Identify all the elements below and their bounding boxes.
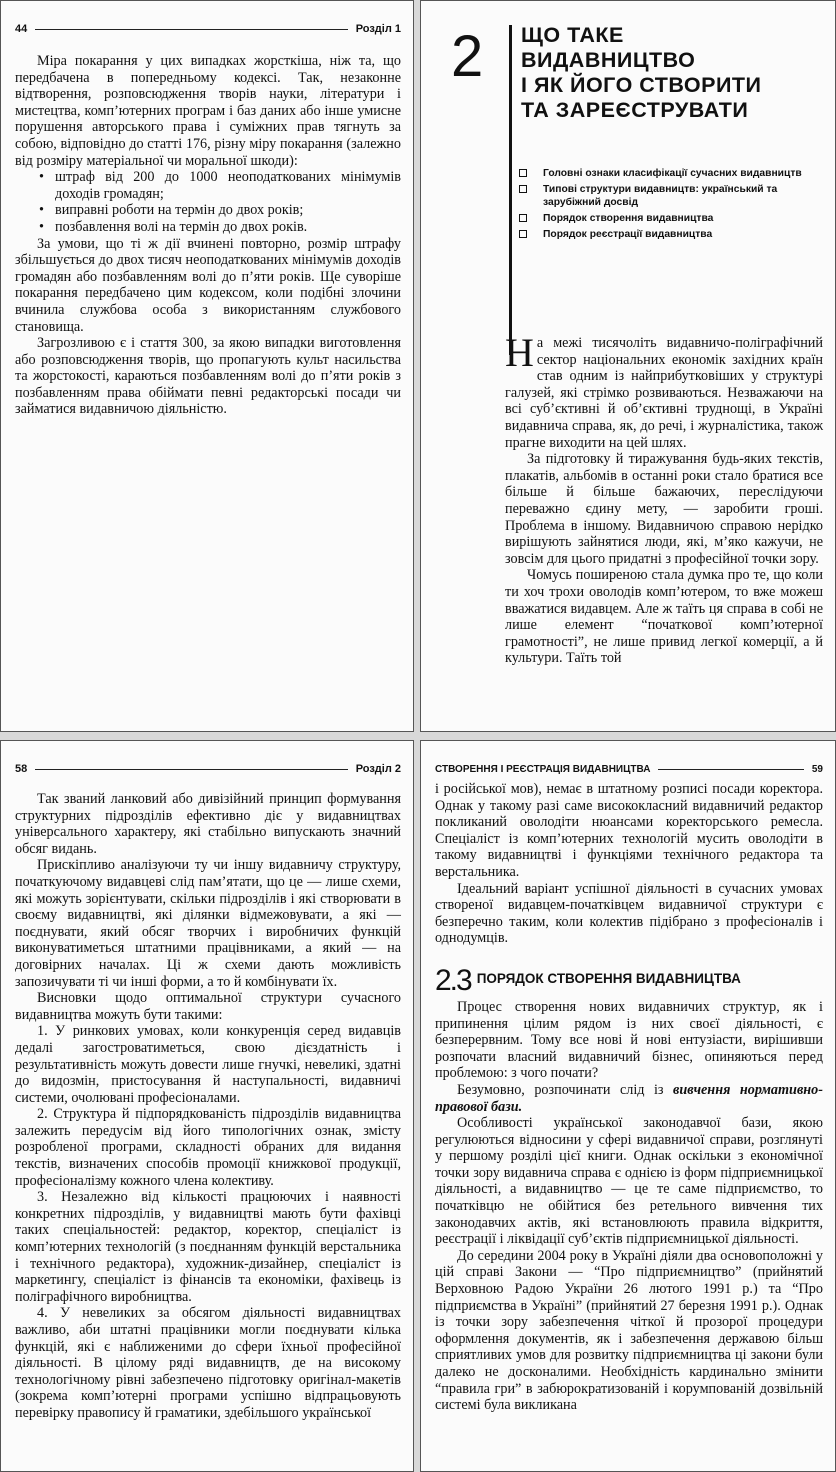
paragraph: Прискіпливо аналізуючи ту чи іншу видавничу структуру, початкуючому видавцеві слід пам’ятати, що це — лише схеми, які можуть зорієнтувати, скільки підрозділів і які створювати в своєму видавництві, які ділянки відмежовувати, а які — поєднувати, який обсяг творчих і виробничих функцій виконуватиметься штатними працівниками, а який — на договірних началах. Ці ж схеми дають можливість запозичувати ті чи інші форми, а то й комбінувати їх. [15,857,401,990]
header-rule [35,769,347,770]
list-item: • штраф від 200 до 1000 неоподаткованих мінімумів доходів громадян; [55,169,401,202]
paragraph: 3. Незалежно від кількості працюючих і наявності конкретних підрозділів, у видавництві мають бути фахівці таких спеціальностей: редактор, коректор, спеціаліст із комп’ютерних технологій (з поєднанням функцій верстальника і технічного редактора), художник-дизайнер, спеціаліст із маркетингу, спеціаліст із фінансів та економіки, фахівець із поліграфічного виробництва. [15,1189,401,1305]
toc-item: Порядок створення видавництва [519,212,819,225]
header-rule [658,769,803,770]
page-body [505,330,823,667]
running-head [435,761,823,777]
paragraph: Так званий ланковий або дивізійний принцип формування структурних підрозділів ефективно діє у видавництвах універсального характеру, які стабільно випускають значний обсяг видань. [15,791,401,857]
paragraph: Процес створення нових видавничих структур, як і припинення цілим рядом із них своєї діяльності, є безперервним. Тому все нові й нові ентузіасти, вирішивши розпочати власний видавничий бізнес, опиняються перед проблемою: з чого почати? [435,998,823,1082]
paragraph: Особливості української законодавчої бази, якою регулюються відносини у сфері видавничої справи, розглянуті у першому розділі цієї книги. Однак оскільки з економічної точки зору видавнича справа є однією із форм підприємницької діяльності, а видавництво — це те саме підприємство, то початківцю не обійтися без ретельного вивчення тих законодавчих актів, які встановлюють правила відкриття, реєстрації і ліквідації суб’єктів підприємницької діяльності. [435,1115,823,1248]
chapter-opener-page [420,0,836,732]
page-number: 59 [811,763,823,775]
paragraph: 1. У ринкових умовах, коли конкуренція серед видавців дедалі загостроватиметься, свою дієздатність і результативність можуть довести лише гнучкі, невеликі, здатні до видозмін, пристосування й наступальності, видавничі системи, очолювані професіоналами. [15,1023,401,1106]
paragraph: Безумовно, розпочинати слід із вивчення нормативно-правової бази. [435,1081,823,1115]
paragraph: 2. Структура й підпорядкованість підрозділів видавництва залежить передусім від його типологічних ознак, змісту розробленої програми, складності обраних для видання текстів, визначених способів промоції книжкової продукції, професіоналізму кожного члена колективу. [15,1106,401,1189]
paragraph: Міра покарання у цих випадках жорсткіша, ніж та, що передбачена в попередньому кодексі. Так, незаконне відтворення, розповсюдження творів науки, літератури і мистецтва, комп’ютерних програм і баз даних або інше умисне порушення авторського права і суміжних прав тягнуть за собою, відповідно до статті 176, різну міру покарання (залежно від розміру матеріальної чи моральної шкоди): [15,53,401,169]
drop-cap: Н [505,330,534,375]
header-rule [35,29,347,30]
paragraph: За умови, що ті ж дії вчинені повторно, розмір штрафу збільшується до двох тисяч неоподаткованих мінімумів доходів громадян або позбавленням волі до п’яти років. Ще суворіше покарання передбачено цим кодексом, коли подібні злочини вчинила службова особа з використанням службового становища. [15,235,401,335]
paragraph: і російської мов), немає в штатному розписі посади коректора. Однак у такому разі саме висококласний видавничий редактор покликаний оволодіти нюансами коректорського ремесла. Спеціаліст із комп’ютерних технологій мусить оволодіти в такому видавництві і функціями технічного редактора та верстальника. [435,781,823,880]
paragraph: Ідеальний варіант успішної діяльності в сучасних умовах створеної видавцем-початківцем видавничої структури є безперечно таким, коли колектив підібрано з професіоналів і однодумців. [435,880,823,947]
section-heading [435,963,823,997]
running-head [15,761,401,777]
paragraph: За підготовку й тиражування будь-яких текстів, плакатів, альбомів в останні роки стало братися все більше й більше бажаючих, переслідуючи переважно єдину мету, — заробити гроші. Проблема в іншому. Видавничою справою нерідко вирішують зайнятися люди, які, м’яко кажучи, не зовсім для цього придатні з професійної точки зору. [505,451,823,567]
page-body [15,53,401,418]
chapter-number: 2 [451,24,484,89]
running-head-title: СТВОРЕННЯ І РЕЄСТРАЦІЯ ВИДАВНИЦТВА [435,763,651,775]
page-58 [0,740,414,1472]
paragraph: Загрозливою є і стаття 300, за якою випадки виготовлення або розповсюдження творів, що пропагують культ насильства та жорстокості, караються позбавленням волі до п’яти років з позбавленням права обіймати певні редакторські посади чи займатися видавничою діяльністю. [15,335,401,418]
chapter-title-line: ЩО ТАКЕ [521,23,624,47]
chapter-title-line: ТА ЗАРЕЄСТРУВАТИ [521,98,749,122]
paragraph: Чомусь поширеною стала думка про те, що коли ти хоч трохи оволодів комп’ютером, то вже можеш вважатися видавцем. Але ж таїть ця справа в собі не лише елемент “початкової комп’ютерної грамотності”, не лише привид легкої комерції, а й культури. Таїть той [505,567,823,667]
page-body [15,791,401,1422]
page-number: 44 [15,23,28,35]
running-head [15,21,401,37]
page-44 [0,0,414,732]
section-number: 2.3 [435,963,471,997]
running-head-title: Розділ 2 [355,763,401,775]
checkbox-square-icon [519,169,527,177]
toc-item: Порядок реєстрації видавництва [519,228,819,241]
list-item: • виправні роботи на термін до двох років; [55,202,401,219]
paragraph: До середини 2004 року в Україні діяли два основоположні у цій справі Закони — “Про підприємництво” (прийнятий Верховною Радою України 26 лютого 1991 р.) та “Про підприємства в Україні” (прийнятий 27 березня 1991 р.). Однак із точки зору забезпечення чіткої й прозорої процедури оформлення документів, як і забезпечення державою більш сприятливих умов для розвитку підприємництва ці закони були далеко не досконалими. Необхідність кардинально змінити “правила гри” в забюрократизованій і корумпованій дозвільній системі була викликана [435,1247,823,1414]
page-59 [420,740,836,1472]
list-item: • позбавлення волі на термін до двох років. [55,219,401,236]
chapter-contents [519,167,819,244]
paragraph: 4. У невеликих за обсягом діяльності видавництвах важливо, аби штатні працівники могли поєднувати кілька функцій, які є наближеними до сфери їхньої професійної діяльності. В цілому ряді видавництв, де на високому технологічному рівні забезпечено підготовку оригінал-макетів (зокрема комп’ютерні програми успішно відпрацьовують перевірку правопису й граматики, здебільшого української [15,1305,401,1421]
page-number: 58 [15,763,28,775]
page-body [435,781,823,1414]
penalty-list [15,169,401,235]
chapter-divider [509,25,512,355]
paragraph: На межі тисячоліть видавничо-поліграфічний сектор національних економік західних країн став одним із найприбутковіших у структурі галузей, які стрімко розвиваються. Незважаючи на всі суб’єктивні й об’єктивні труднощі, в Україні видавнича справа, як, до речі, і журналістика, також прагне виходити на цей шлях. [505,330,823,451]
chapter-title-line: І ЯК ЙОГО СТВОРИТИ [521,73,762,97]
toc-item: Типові структури видавництв: український та зарубіжний досвід [519,183,819,209]
checkbox-square-icon [519,214,527,222]
checkbox-square-icon [519,185,527,193]
emphasis: вивчення нормативно-правової бази. [435,1081,823,1115]
section-title: ПОРЯДОК СТВОРЕННЯ ВИДАВНИЦТВА [476,970,741,986]
toc-item: Головні ознаки класифікації сучасних видавництв [519,167,819,180]
chapter-title-line: ВИДАВНИЦТВО [521,48,696,72]
checkbox-square-icon [519,230,527,238]
chapter-title [521,23,821,123]
paragraph: Висновки щодо оптимальної структури сучасного видавництва можуть бути такими: [15,990,401,1023]
running-head-title: Розділ 1 [355,23,401,35]
